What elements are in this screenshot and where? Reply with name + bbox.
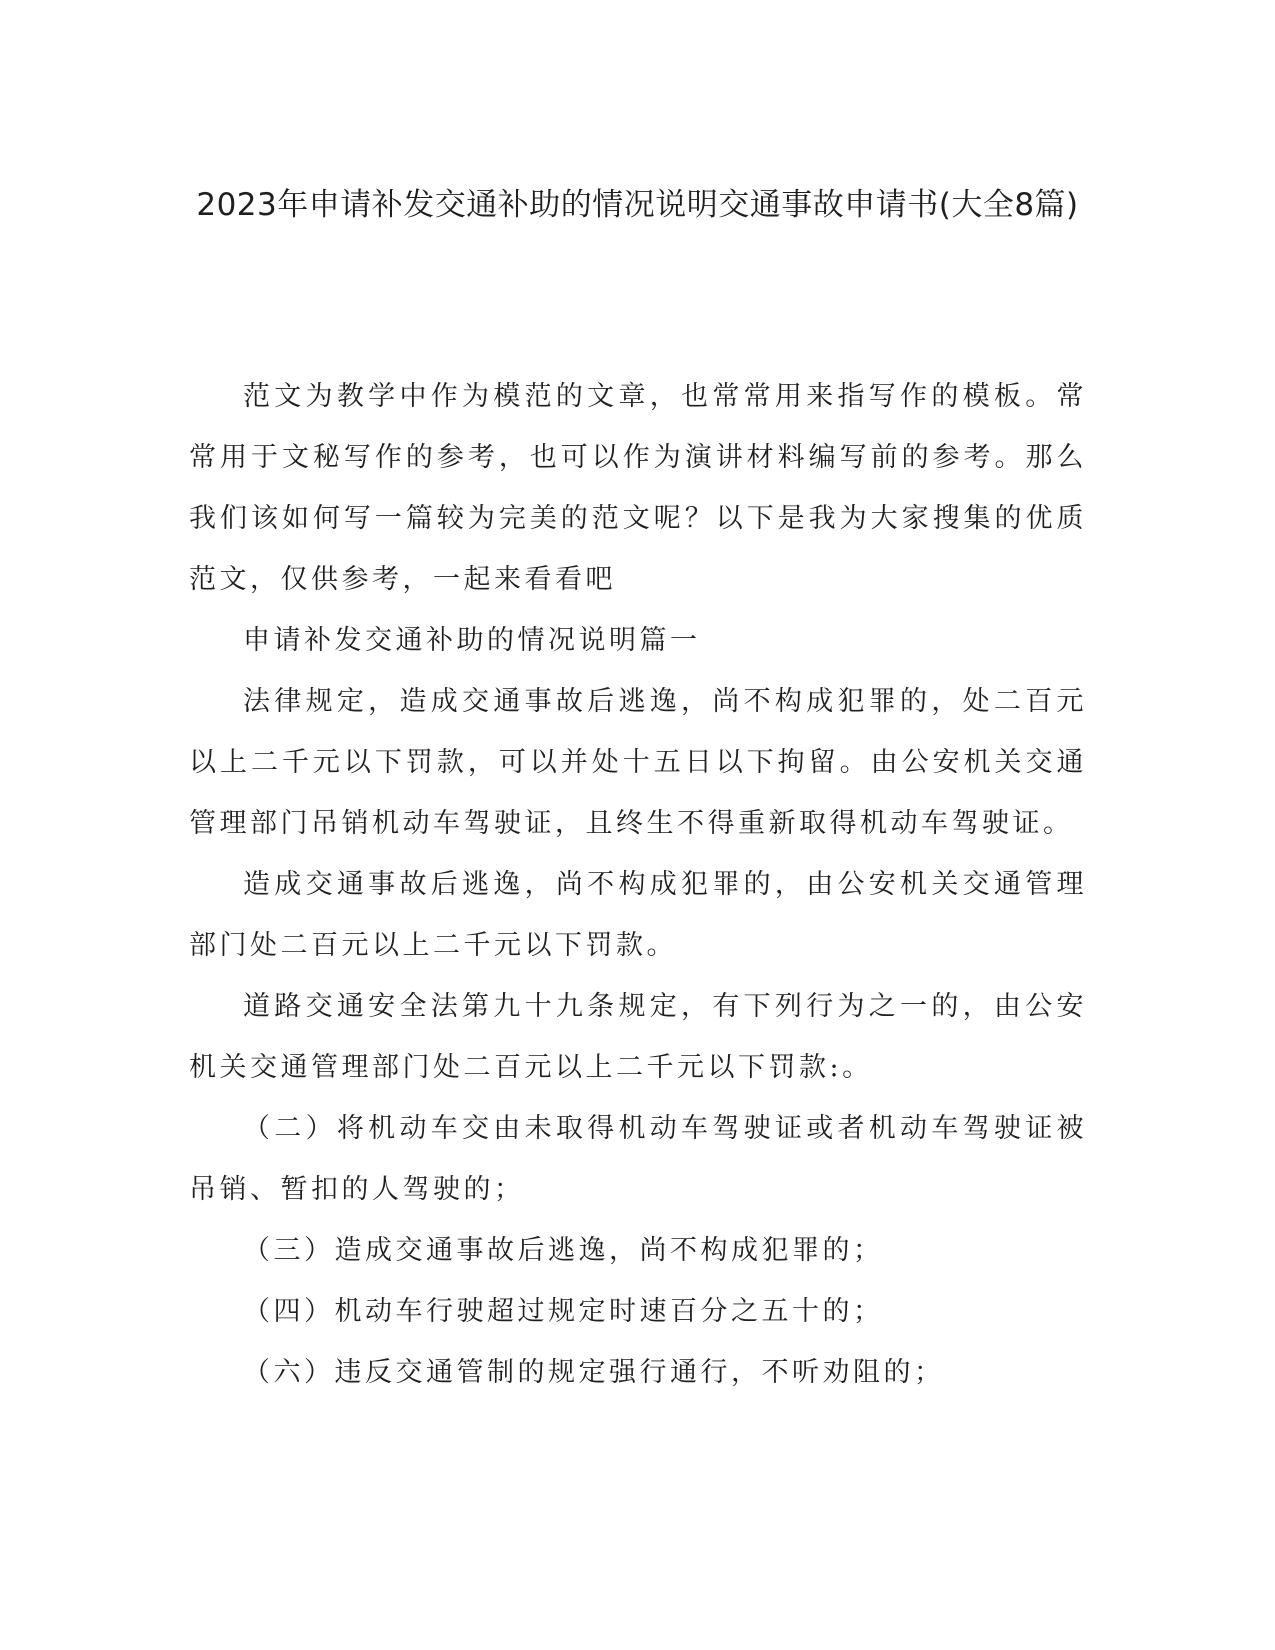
section-heading: 申请补发交通补助的情况说明篇一 <box>243 625 701 656</box>
document-body <box>189 366 1087 1403</box>
list-item: （四）机动车行驶超过规定时速百分之五十的； <box>243 1296 884 1327</box>
list-item: （三）造成交通事故后逃逸，尚不构成犯罪的； <box>243 1235 884 1266</box>
body-paragraph: 造成交通事故后逃逸，尚不构成犯罪的，由公安机关交通管理部门处二百元以上二千元以下罚款。 <box>189 869 1087 961</box>
body-paragraph: 道路交通安全法第九十九条规定，有下列行为之一的，由公安机关交通管理部门处二百元以上二千元以下罚款:。 <box>189 991 1087 1083</box>
document-title: 2023年申请补发交通补助的情况说明交通事故申请书(大全8篇) <box>196 187 1079 223</box>
list-item: （六）违反交通管制的规定强行通行，不听劝阻的； <box>243 1357 945 1388</box>
intro-paragraph: 范文为教学中作为模范的文章，也常常用来指写作的模板。常常用于文秘写作的参考，也可以作为演讲材料编写前的参考。那么我们该如何写一篇较为完美的范文呢？以下是我为大家搜集的优质范文，仅供参考，一起来看看吧 <box>189 381 1087 595</box>
list-item: （二）将机动车交由未取得机动车驾驶证或者机动车驾驶证被吊销、暂扣的人驾驶的； <box>189 1113 1087 1205</box>
body-paragraph: 法律规定，造成交通事故后逃逸，尚不构成犯罪的，处二百元以上二千元以下罚款，可以并处十五日以下拘留。由公安机关交通管理部门吊销机动车驾驶证，且终生不得重新取得机动车驾驶证。 <box>189 686 1087 839</box>
